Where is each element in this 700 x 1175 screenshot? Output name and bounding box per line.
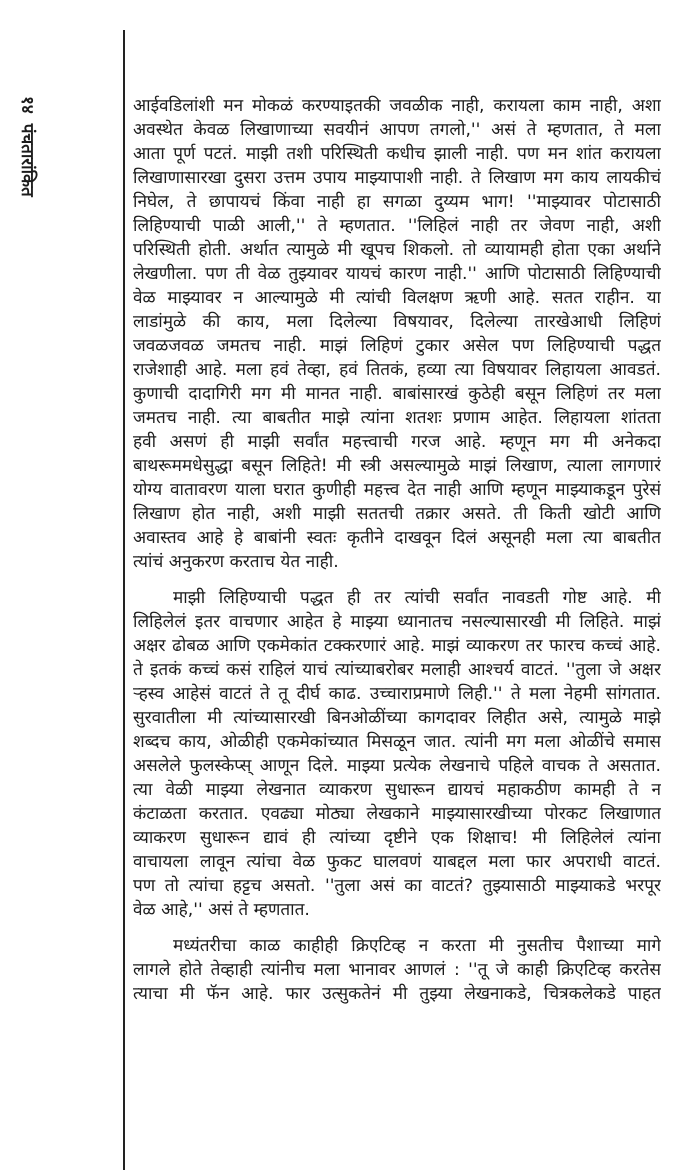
text-line: व्याकरण सुधारून द्यावं ही त्यांच्या दृष्टीने एक शिक्षाच! मी लिहिलेलं त्यांना [133, 828, 661, 848]
paragraph-gap [133, 922, 661, 934]
running-title: पंचतारांकित [17, 123, 38, 197]
text-line: लिहिण्याची पाळी आली,'' ते म्हणतात. ''लिहिलं नाही तर जेवण नाही, अशी [133, 216, 661, 236]
text-line: अवस्थेत केवळ लिखाणाच्या सवयीनं आपण तगलो,'' असं ते म्हणतात, ते मला [133, 120, 661, 140]
text-line: परिस्थिती होती. अर्थात त्यामुळे मी खूपच शिकलो. तो व्यायामही होता एका अर्थाने [133, 240, 661, 260]
text-line: माझी लिहिण्याची पद्धत ही तर त्यांची सर्वांत नावडती गोष्ट आहे. मी [173, 588, 661, 608]
text-line: आता पूर्ण पटतं. माझी तशी परिस्थिती कधीच झाली नाही. पण मन शांत करायला [133, 144, 661, 164]
text-line: जवळजवळ जमतच नाही. माझं लिहिणं टुकार असेल पण लिहिण्याची पद्धत [133, 336, 661, 356]
text-line: त्या वेळी माझ्या लेखनात व्याकरण सुधारून द्यायचं महाकठीण कामही ते न [133, 780, 661, 800]
paragraph [133, 586, 661, 922]
text-line: आईवडिलांशी मन मोकळं करण्याइतकी जवळीक नाही, करायला काम नाही, अशा [133, 96, 661, 116]
text-line: सुरवातीला मी त्यांच्यासारखी बिनओळींच्या कागदावर लिहीत असे, त्यामुळे माझे [133, 708, 661, 728]
running-header [12, 96, 46, 246]
margin-rule [123, 30, 125, 1170]
text-line: लागले होते तेव्हाही त्यांनीच मला भानावर आणलं : ''तू जे काही क्रिएटिव्ह करतेस [133, 960, 661, 980]
paragraph-gap [133, 574, 661, 586]
text-line: वेळ आहे,'' असं ते म्हणतात. [133, 900, 310, 920]
text-line: कंटाळता करतात. एवढ्या मोठ्या लेखकाने माझ्यासारखीच्या पोरकट लिखाणात [133, 804, 661, 824]
text-line: मध्यंतरीचा काळ काहीही क्रिएटिव्ह न करता मी नुसतीच पैशाच्या मागे [173, 936, 661, 956]
text-line: अक्षर ढोबळ आणि एकमेकांत टक्करणारं आहे. माझं व्याकरण तर फारच कच्चं आहे. [133, 636, 661, 656]
text-line: हवी असणं ही माझी सर्वांत महत्त्वाची गरज आहे. म्हणून मग मी अनेकदा [133, 432, 661, 452]
text-line: जमतच नाही. त्या बाबतीत माझे त्यांना शतशः प्रणाम आहेत. लिहायला शांतता [133, 408, 661, 428]
text-line: अवास्तव आहे हे बाबांनी स्वतः कृतीने दाखवून दिलं असूनही मला त्या बाबतीत [133, 528, 661, 548]
paragraph [133, 94, 661, 574]
body-text [133, 94, 661, 1006]
text-line: बाथरूममधेसुद्धा बसून लिहिते! मी स्त्री असल्यामुळे माझं लिखाण, त्याला लागणारं [133, 456, 661, 476]
text-line: असलेले फुलस्केप्स् आणून दिले. माझ्या प्रत्येक लेखनाचे पहिले वाचक ते असतात. [133, 756, 661, 776]
text-line: ऱ्हस्व आहेसं वाटतं ते तू दीर्घ काढ. उच्चाराप्रमाणे लिही.'' ते मला नेहमी सांगतात. [133, 684, 661, 704]
paragraph [133, 934, 661, 1006]
text-line: योग्य वातावरण याला घरात कुणीही महत्त्व देत नाही आणि म्हणून माझ्याकडून पुरेसं [133, 480, 661, 500]
text-line: राजेशाही आहे. मला हवं तेव्हा, हवं तितकं, हव्या त्या विषयावर लिहायला आवडतं. [133, 360, 661, 380]
text-line: लेखणीला. पण ती वेळ तुझ्यावर यायचं कारण नाही.'' आणि पोटासाठी लिहिण्याची [133, 264, 661, 284]
text-line: त्यांचं अनुकरण करताच येत नाही. [133, 552, 339, 572]
text-line: ते इतकं कच्चं कसं राहिलं याचं त्यांच्याबरोबर मलाही आश्चर्य वाटतं. ''तुला जे अक्षर [133, 660, 661, 680]
text-line: निघेल, ते छापायचं किंवा नाही हा सगळा दुय्यम भाग! ''माझ्यावर पोटासाठी [133, 192, 661, 212]
text-line: वेळ माझ्यावर न आल्यामुळे मी त्यांची विलक्षण ऋणी आहे. सतत राहीन. या [133, 288, 661, 308]
text-line: वाचायला लावून त्यांचा वेळ फुकट घालवणं याबद्दल मला फार अपराधी वाटतं. [133, 852, 661, 872]
text-line: लिखाणासारखा दुसरा उत्तम उपाय माझ्यापाशी नाही. ते लिखाण मग काय लायकीचं [133, 168, 661, 188]
text-line: शब्दच काय, ओळीही एकमेकांच्यात मिसळून जात. त्यांनी मग मला ओळींचे समास [133, 732, 661, 752]
text-line: लाडांमुळे की काय, मला दिलेल्या विषयावर, दिलेल्या तारखेआधी लिहिणं [133, 312, 661, 332]
text-line: लिहिलेलं इतर वाचणार आहेत हे माझ्या ध्यानातच नसल्यासारखी मी लिहिते. माझं [133, 612, 661, 632]
text-line: त्याचा मी फॅन आहे. फार उत्सुकतेनं मी तुझ्या लेखनाकडे, चित्रकलेकडे पाहत [133, 984, 661, 1004]
text-line: लिखाण होत नाही, अशी माझी सततची तक्रार असते. ती किती खोटी आणि [133, 504, 661, 524]
text-line: पण तो त्यांचा हट्टच असतो. ''तुला असं का वाटतं? तुझ्यासाठी माझ्याकडे भरपूर [133, 876, 661, 896]
page-number: १४ [17, 96, 38, 114]
text-line: कुणाची दादागिरी मग मी मानत नाही. बाबांसारखं कुठेही बसून लिहिणं तर मला [133, 384, 661, 404]
